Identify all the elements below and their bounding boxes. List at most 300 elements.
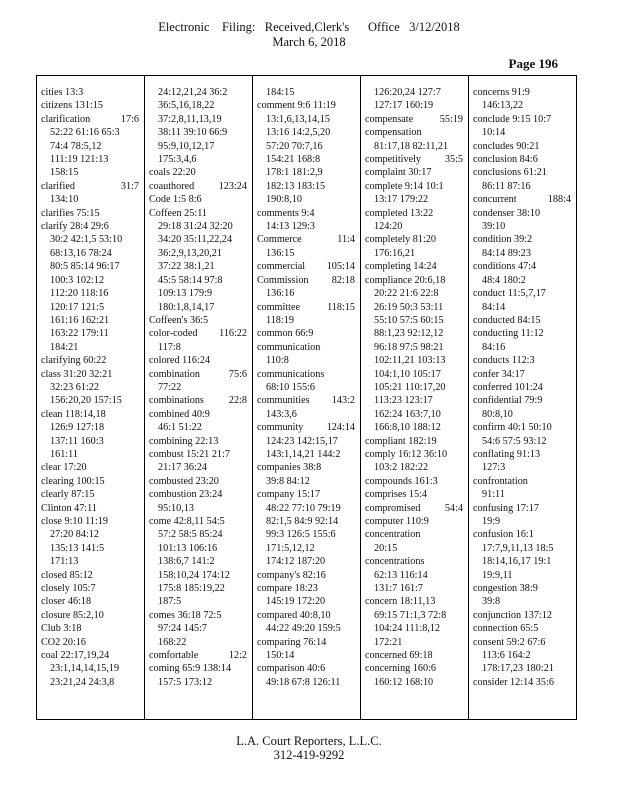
index-entry-text: 21:17 36:24 (158, 462, 207, 474)
index-entry (365, 113, 463, 126)
index-entry-continuation (257, 622, 355, 635)
index-entry-text: communication (257, 341, 321, 353)
index-column-1 (41, 86, 139, 689)
index-entry (149, 662, 247, 675)
index-entry (257, 569, 355, 582)
index-entry (41, 408, 139, 421)
index-entry-text: 178:17,23 180:21 (482, 663, 554, 675)
index-entry-continuation (149, 555, 247, 568)
index-entry-text: 19:9,11 (482, 569, 513, 581)
reporter-name: L.A. Court Reporters, L.L.C. (236, 734, 382, 748)
index-entry-text: 131:7 161:7 (374, 583, 423, 595)
index-entry-text: 80:8,10 (482, 408, 513, 420)
index-entry-text: 24:12,21,24 36:2 (158, 87, 228, 98)
index-entry-continuation (149, 421, 247, 434)
index-entry (365, 528, 463, 541)
index-column-4 (365, 86, 463, 689)
index-entry-text: 135:13 141:5 (50, 542, 105, 554)
page-number: Page 196 (508, 56, 558, 71)
index-entry-continuation (257, 247, 355, 260)
index-entry-text: computer 110:9 (365, 516, 429, 527)
column-divider (252, 76, 253, 719)
index-entry-continuation (149, 247, 247, 260)
index-entry-continuation (257, 502, 355, 515)
index-entry-continuation (149, 542, 247, 555)
index-entry-continuation (41, 166, 139, 179)
index-entry-text: 162:24 163:7,10 (374, 408, 441, 420)
index-entry-text: 13:1,6,13,14,15 (266, 113, 330, 125)
index-entry-text: 184:15 (266, 87, 295, 98)
index-entry-continuation (149, 287, 247, 300)
index-entry-continuation (41, 528, 139, 541)
index-entry-text: communities (257, 395, 310, 407)
index-entry-text: 30:2 42:1,5 53:10 (50, 234, 123, 246)
index-entry-text: 120:17 121:5 (50, 301, 105, 313)
index-entry-continuation (149, 260, 247, 273)
index-entry (149, 435, 247, 448)
reporter-footer (0, 734, 618, 762)
index-entry-text: 80:5 85:14 96:17 (50, 261, 120, 273)
index-entry-text: conjunction 137:12 (473, 609, 552, 621)
index-entry-text: 178:1 181:2,9 (266, 167, 323, 179)
index-entry-continuation (473, 461, 571, 474)
index-entry-text: 57:20 70:7,16 (266, 140, 323, 152)
index-entry (473, 368, 571, 381)
index-entry-text: concerned 69:18 (365, 650, 433, 662)
index-entry-continuation (149, 99, 247, 112)
index-entry-continuation (257, 555, 355, 568)
index-entry (473, 676, 571, 689)
index-entry-text: 18:14,16,17 19:1 (482, 556, 552, 568)
index-entry-text: 48:22 77:10 79:19 (266, 502, 341, 514)
index-entry (473, 421, 571, 434)
index-entry-continuation (41, 394, 139, 407)
index-entry-text: compromised (365, 502, 421, 514)
index-entry (473, 381, 571, 394)
index-entry (257, 394, 355, 407)
index-entry (257, 207, 355, 220)
index-entry-text: consent 59:2 67:6 (473, 636, 546, 648)
index-entry (41, 207, 139, 220)
index-entry (473, 394, 571, 407)
index-entry-continuation (365, 542, 463, 555)
index-entry-text: 156:20,20 157:15 (50, 395, 122, 407)
index-entry-text: 127:17 160:19 (374, 100, 434, 112)
index-entry (149, 649, 247, 662)
index-entry-continuation (41, 381, 139, 394)
index-entry-text: 20:22 21:6 22:8 (374, 288, 439, 300)
index-entry-text: clarifying 60:22 (41, 355, 107, 367)
index-entry-reference: 118:15 (327, 301, 355, 313)
index-entry-continuation (473, 341, 571, 354)
index-entry-text: close 9:10 11:19 (41, 516, 108, 527)
index-entry (473, 448, 571, 461)
index-entry (41, 461, 139, 474)
index-entry-text: competitively (365, 154, 422, 166)
index-entry (257, 582, 355, 595)
index-entry-text: citizens 131:15 (41, 100, 103, 112)
index-entry (149, 475, 247, 488)
index-entry-text: Club 3:18 (41, 623, 82, 635)
index-entry-text: combustion 23:24 (149, 489, 223, 501)
index-entry (257, 609, 355, 622)
index-entry-text: 161:11 (50, 448, 78, 460)
index-entry-continuation (365, 341, 463, 354)
index-entry-text: 46:1 51:22 (158, 422, 202, 434)
index-entry (149, 314, 247, 327)
index-entry (473, 287, 571, 300)
index-entry-text: conferred 101:24 (473, 381, 543, 393)
index-entry (257, 461, 355, 474)
index-entry-text: compared 40:8,10 (257, 609, 331, 621)
index-entry-text: 143:3,6 (266, 408, 297, 420)
index-entry-reference: 75:6 (228, 368, 247, 380)
index-entry-continuation (257, 113, 355, 126)
index-entry-text: comply 16:12 36:10 (365, 448, 448, 460)
index-entry-reference: 17:6 (120, 113, 139, 125)
index-entry (365, 502, 463, 515)
index-entry (41, 180, 139, 193)
filing-stamp-line: Electronic Filing: Received,Clerk's Office 3/12/2018 (158, 20, 460, 34)
index-entry-text: 49:18 67:8 126:11 (266, 676, 341, 688)
index-entry (257, 99, 355, 112)
index-entry-continuation (365, 247, 463, 260)
hearing-date: March 6, 2018 (272, 35, 346, 49)
index-entry-continuation (257, 166, 355, 179)
index-entry-text: 161:16 162:21 (50, 314, 110, 326)
index-entry (257, 488, 355, 501)
index-entry-text: 117:8 (158, 341, 181, 353)
index-entry-text: 187:5 (158, 596, 182, 608)
index-entry-continuation (149, 113, 247, 126)
index-entry-reference: 11:4 (337, 234, 355, 246)
index-entry-text: Commerce (257, 234, 302, 246)
index-entry-text: confirm 40:1 50:10 (473, 422, 552, 434)
index-entry-continuation (41, 140, 139, 153)
index-entry-text: 113:23 123:17 (374, 395, 433, 407)
index-entry-text: 23:1,14,14,15,19 (50, 663, 120, 675)
index-entry-continuation (257, 542, 355, 555)
index-entry-continuation (257, 126, 355, 139)
index-entry (257, 260, 355, 273)
index-entry-text: 171:13 (50, 556, 79, 568)
index-entry (365, 475, 463, 488)
index-entry-text: comment 9:6 11:19 (257, 100, 336, 112)
index-entry-continuation (365, 301, 463, 314)
index-entry-continuation (473, 408, 571, 421)
index-entry (149, 207, 247, 220)
index-entry-text: 103:2 182:22 (374, 462, 429, 474)
index-entry-text: compliance 20:6,18 (365, 274, 446, 286)
index-entry-text: conduct 11:5,7,17 (473, 288, 546, 300)
index-entry-text: clear 17:20 (41, 462, 87, 474)
index-entry-text: Code 1:5 8:6 (149, 194, 202, 206)
index-entry-text: conditions 47:4 (473, 261, 537, 273)
index-entry-reference: 55:19 (439, 113, 463, 125)
index-entry-text: company 15:17 (257, 489, 321, 501)
index-entry-text: compare 18:23 (257, 583, 318, 595)
index-entry-text: comes 36:18 72:5 (149, 609, 222, 621)
index-entry (41, 220, 139, 233)
index-entry-text: 163:22 179:11 (50, 328, 109, 340)
index-entry-continuation (473, 555, 571, 568)
index-entry-continuation (257, 153, 355, 166)
index-entry-text: confer 34:17 (473, 368, 525, 380)
index-entry-reference: 22:8 (228, 395, 247, 407)
index-entry (473, 636, 571, 649)
index-entry-continuation (41, 274, 139, 287)
index-entry-text: 175:8 185:19,22 (158, 583, 225, 595)
index-entry-continuation (365, 381, 463, 394)
index-entry-text: 20:15 (374, 542, 398, 554)
index-entry-continuation (473, 569, 571, 582)
index-entry-continuation (41, 542, 139, 555)
index-entry-text: complete 9:14 10:1 (365, 180, 444, 192)
index-entry-continuation (149, 153, 247, 166)
index-entry-continuation (257, 475, 355, 488)
index-entry-continuation (149, 528, 247, 541)
index-entry (473, 314, 571, 327)
index-column-2 (149, 86, 247, 689)
index-entry-continuation (149, 341, 247, 354)
index-entry-reference: 82:18 (331, 274, 355, 286)
index-entry-text: 19:9 (482, 516, 501, 527)
index-entry-text: 44:22 49:20 159:5 (266, 623, 341, 635)
index-entry (257, 233, 355, 246)
index-entry-text: confusion 16:1 (473, 529, 534, 541)
index-entry (257, 274, 355, 287)
index-entry-continuation (149, 622, 247, 635)
index-entry-text: congestion 38:9 (473, 583, 538, 595)
index-entry-continuation (365, 354, 463, 367)
index-entry (473, 475, 571, 488)
index-entry (41, 595, 139, 608)
index-entry-continuation (473, 649, 571, 662)
index-entry-continuation (149, 381, 247, 394)
index-entry-text: condenser 38:10 (473, 207, 541, 219)
index-entry (473, 193, 571, 206)
index-entry-text: 55:10 57:5 60:15 (374, 314, 444, 326)
index-entry-text: clearing 100:15 (41, 475, 105, 487)
index-entry-text: compensation (365, 127, 422, 139)
index-entry-text: 84:16 (482, 341, 506, 353)
index-entry-text: 13:16 14:2,5,20 (266, 127, 331, 139)
index-entry-text: 118:19 (266, 314, 294, 326)
index-entry (149, 488, 247, 501)
index-entry-text: CO2 20:16 (41, 636, 86, 648)
index-entry-text: 154:21 168:8 (266, 154, 321, 166)
index-entry-continuation (365, 368, 463, 381)
index-entry-text: 52:22 61:16 65:3 (50, 127, 120, 139)
index-entry (41, 475, 139, 488)
index-entry (473, 582, 571, 595)
index-entry (41, 609, 139, 622)
index-entry (149, 327, 247, 340)
index-entry (41, 99, 139, 112)
index-entry (365, 274, 463, 287)
index-entry (41, 649, 139, 662)
word-index-table (36, 75, 577, 720)
index-entry-text: confrontation (473, 475, 528, 487)
index-entry-continuation (365, 622, 463, 635)
index-entry-text: 109:13 179:9 (158, 288, 213, 300)
index-entry-continuation (149, 86, 247, 99)
index-entry-text: 145:19 172:20 (266, 596, 326, 608)
index-entry-continuation (149, 220, 247, 233)
index-entry-continuation (473, 515, 571, 528)
index-entry (257, 421, 355, 434)
index-entry (365, 180, 463, 193)
index-entry-text: 172:21 (374, 636, 403, 648)
index-entry-text: comfortable (149, 650, 199, 662)
index-entry-reference: 124:14 (326, 422, 355, 434)
index-entry-text: coauthored (149, 180, 195, 192)
index-entry-continuation (41, 327, 139, 340)
index-entry-continuation (149, 595, 247, 608)
index-entry-text: concurrent (473, 194, 517, 206)
index-entry-text: 36:2,9,13,20,21 (158, 247, 222, 259)
index-entry-text: combining 22:13 (149, 435, 219, 447)
index-entry-text: cities 13:3 (41, 87, 84, 98)
index-entry-text: 126:9 127:18 (50, 422, 105, 434)
index-entry-continuation (41, 314, 139, 327)
index-column-3 (257, 86, 355, 689)
index-entry-continuation (365, 609, 463, 622)
index-entry-text: completed 13:22 (365, 207, 434, 219)
index-entry-text: coming 65:9 138:14 (149, 663, 232, 675)
index-entry-text: clarifies 75:15 (41, 207, 100, 219)
index-entry-continuation (365, 193, 463, 206)
index-entry-text: 95:9,10,12,17 (158, 140, 215, 152)
index-entry-text: closely 105:7 (41, 583, 96, 595)
index-entry (365, 649, 463, 662)
index-entry-text: coal 22:17,19,24 (41, 650, 110, 662)
index-entry-text: 100:3 102:12 (50, 274, 105, 286)
index-entry (41, 488, 139, 501)
index-entry-continuation (149, 636, 247, 649)
index-entry (473, 86, 571, 99)
index-entry-text: 175:3,4,6 (158, 154, 197, 166)
index-entry (365, 488, 463, 501)
index-entry-text: confusing 17:17 (473, 502, 539, 514)
index-entry-continuation (257, 354, 355, 367)
index-entry-text: 112:20 118:16 (50, 288, 109, 300)
index-entry (41, 368, 139, 381)
index-entry (473, 140, 571, 153)
index-entry-text: 38:11 39:10 66:9 (158, 127, 228, 139)
index-entry-continuation (257, 180, 355, 193)
index-entry (473, 166, 571, 179)
index-entry (149, 408, 247, 421)
filing-stamp-header (0, 20, 618, 50)
index-entry-continuation (473, 301, 571, 314)
index-entry-text: 182:13 183:15 (266, 180, 326, 192)
index-entry (149, 515, 247, 528)
index-entry-text: combusted 23:20 (149, 475, 219, 487)
index-entry-continuation (41, 233, 139, 246)
index-entry-text: 166:8,10 188:12 (374, 422, 441, 434)
index-entry-continuation (473, 662, 571, 675)
index-entry-text: color-coded (149, 328, 198, 340)
index-entry-text: 45:5 58:14 97:8 (158, 274, 223, 286)
index-entry-text: combust 15:21 21:7 (149, 448, 230, 460)
index-entry-continuation (41, 247, 139, 260)
index-entry-reference: 35:5 (444, 154, 463, 166)
index-entry-text: clearly 87:15 (41, 489, 95, 501)
index-entry-text: 62:13 116:14 (374, 569, 428, 581)
index-entry-text: 134:10 (50, 194, 79, 206)
index-entry-continuation (257, 314, 355, 327)
column-divider (144, 76, 145, 719)
index-entry (473, 354, 571, 367)
index-entry-text: 26:19 50:3 53:11 (374, 301, 444, 313)
index-entry-text: clean 118:14,18 (41, 408, 106, 420)
index-entry-text: 101:13 106:16 (158, 542, 218, 554)
index-entry-text: conflating 91:13 (473, 448, 541, 460)
index-entry (365, 435, 463, 448)
index-entry (365, 166, 463, 179)
index-entry-text: 102:11,21 103:13 (374, 355, 446, 367)
index-entry-continuation (473, 274, 571, 287)
index-entry (473, 153, 571, 166)
index-entry-continuation (41, 193, 139, 206)
index-entry (473, 207, 571, 220)
index-entry-continuation (365, 86, 463, 99)
index-entry-continuation (149, 569, 247, 582)
index-entry (365, 153, 463, 166)
index-entry-continuation (41, 153, 139, 166)
index-entry-text: conducts 112:3 (473, 355, 535, 367)
index-entry-reference: 123:24 (218, 180, 247, 192)
index-entry-text: 190:8,10 (266, 194, 302, 206)
index-entry (149, 193, 247, 206)
index-entry-text: compliant 182:19 (365, 435, 437, 447)
index-entry (257, 636, 355, 649)
index-entry-text: 126:20,24 127:7 (374, 87, 441, 98)
index-entry-text: concern 18:11,13 (365, 596, 436, 608)
index-entry-text: completing 14:24 (365, 261, 437, 273)
index-entry-text: concentration (365, 529, 421, 541)
index-entry-text: 143:1,14,21 144:2 (266, 448, 341, 460)
index-entry-text: 124:23 142:15,17 (266, 435, 338, 447)
index-entry-continuation (41, 421, 139, 434)
index-entry-continuation (41, 341, 139, 354)
index-entry-text: class 31:20 32:21 (41, 368, 113, 380)
index-entry-continuation (257, 381, 355, 394)
index-entry-text: 110:8 (266, 355, 289, 367)
index-entry-text: commercial (257, 261, 306, 273)
index-entry-text: 136:15 (266, 247, 295, 259)
index-entry-text: complaint 30:17 (365, 167, 432, 179)
index-entry (149, 354, 247, 367)
index-entry (365, 260, 463, 273)
index-entry-text: 158:15 (50, 167, 79, 179)
index-entry-text: 29:18 31:24 32:20 (158, 221, 233, 233)
index-entry (41, 502, 139, 515)
index-entry-continuation (149, 301, 247, 314)
index-entry-text: conducting 11:12 (473, 328, 544, 340)
index-entry-text: 176:16,21 (374, 247, 416, 259)
index-entry-continuation (365, 220, 463, 233)
index-entry-text: Coffeen's 36:5 (149, 314, 209, 326)
index-entry (149, 394, 247, 407)
index-entry-continuation (365, 676, 463, 689)
index-entry-continuation (41, 662, 139, 675)
index-entry-reference: 188:4 (547, 194, 571, 206)
index-entry-continuation (257, 408, 355, 421)
index-entry-text: 39:10 (482, 221, 506, 233)
index-entry-continuation (257, 448, 355, 461)
